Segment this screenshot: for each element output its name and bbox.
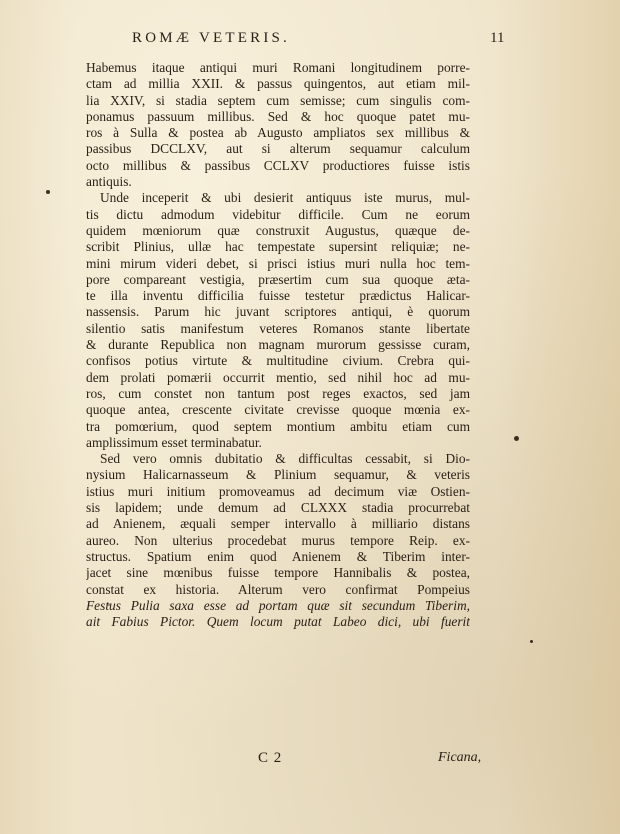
ink-speck bbox=[514, 436, 519, 441]
text-line: ros à Sulla & postea ab Augusto ampliatos sex millibus & bbox=[86, 125, 470, 141]
text-line: antiquis. bbox=[86, 174, 132, 190]
text-line: istius muri initium promoveamus ad decimum viæ Ostien- bbox=[86, 483, 470, 499]
text-line: confisos potius virtute & multitudine civium. Crebra qui- bbox=[86, 353, 470, 369]
text-line: nysium Halicarnasseum & Plinium sequamur, & veteris bbox=[86, 467, 470, 483]
text-line: ctam ad millia XXII. & passus quingentos, aut etiam mil- bbox=[86, 76, 470, 92]
text-line: ponamus passuum millibus. Sed & hoc quoque patet mu- bbox=[86, 108, 470, 124]
text-line: structus. Spatium enim quod Anienem & Tiberim inter- bbox=[86, 548, 470, 564]
text-line: sis lapidem; unde demum ad CLXXX stadia procurrebat bbox=[86, 500, 470, 516]
running-title: ROMÆ VETERIS. bbox=[132, 30, 291, 46]
ink-speck bbox=[46, 190, 50, 194]
text-line: amplissimum esset terminabatur. bbox=[86, 434, 262, 450]
page-number: 11 bbox=[490, 30, 505, 46]
text-line: quidem mœniorum quæ construxit Augustus, quæque de- bbox=[86, 222, 470, 238]
text-line: Festus Pulia saxa esse ad portam quæ sit secundum Tiberim, bbox=[86, 597, 470, 613]
text-line: tis dictu admodum videbitur difficile. Cum ne eorum bbox=[86, 206, 470, 222]
text-line: jacet sine mœnibus fuisse tempore Hannibalis & postea, bbox=[86, 565, 470, 581]
text-line: silentio satis manifestum veteres Romanos stante libertate bbox=[86, 320, 470, 336]
text-line: pore compareant vestigia, præsertim cum sua quoque æta- bbox=[86, 271, 470, 287]
text-line: passibus DCCLXV, aut si alterum sequamur calculum bbox=[86, 141, 470, 157]
text-line: mini mirum videri debet, si prisci istius muri nulla hoc tem- bbox=[86, 255, 470, 271]
signature-mark: C 2 bbox=[258, 750, 283, 766]
text-line: Unde inceperit & ubi desierit antiquus iste murus, mul- bbox=[100, 190, 470, 206]
page-header bbox=[0, 30, 620, 52]
text-line: te illa inventu difficilia fuisse testetur prædictus Halicar- bbox=[86, 288, 470, 304]
text-line: octo millibus & passibus CCLXV productiores fuisse istis bbox=[86, 157, 470, 173]
text-line: aureo. Non ulterius procedebat murus tempore Reip. ex- bbox=[86, 532, 470, 548]
text-line: & durante Republica non magnam murorum gessisse curam, bbox=[86, 337, 470, 353]
ink-speck bbox=[530, 640, 533, 643]
text-line: ad Anienem, æquali semper intervallo à milliario distans bbox=[86, 516, 470, 532]
text-line: constat ex historia. Alterum vero confirmat Pompeius bbox=[86, 581, 470, 597]
text-line: scribit Plinius, ullæ hac tempestate supersint reliquiæ; ne- bbox=[86, 239, 470, 255]
text-line: lia XXIV, si stadia septem cum semisse; cum singulis com- bbox=[86, 92, 470, 108]
text-line: Habemus itaque antiqui muri Romani longitudinem porre- bbox=[86, 60, 470, 75]
text-line: quoque antea, crescente civitate crevisse quoque mœnia ex- bbox=[86, 402, 470, 418]
catchword: Ficana, bbox=[438, 750, 482, 765]
text-line: Sed vero omnis dubitatio & difficultas cessabit, si Dio- bbox=[100, 451, 470, 467]
text-line: tra pomœrium, quod septem montium ambitu etiam cum bbox=[86, 418, 470, 434]
text-line: ros, cum constet non tantum post reges exactos, sed jam bbox=[86, 385, 470, 401]
body-text bbox=[86, 60, 470, 630]
text-line: ait Fabius Pictor. Quem locum putat Labeo dici, ubi fuerit bbox=[86, 614, 470, 630]
text-line: dem prolati pomærii occurrit mentio, sed nihil hoc ad mu- bbox=[86, 369, 470, 385]
page-footer bbox=[0, 750, 620, 772]
text-line: nassensis. Parum hic juvant scriptores antiqui, è quorum bbox=[86, 304, 470, 320]
